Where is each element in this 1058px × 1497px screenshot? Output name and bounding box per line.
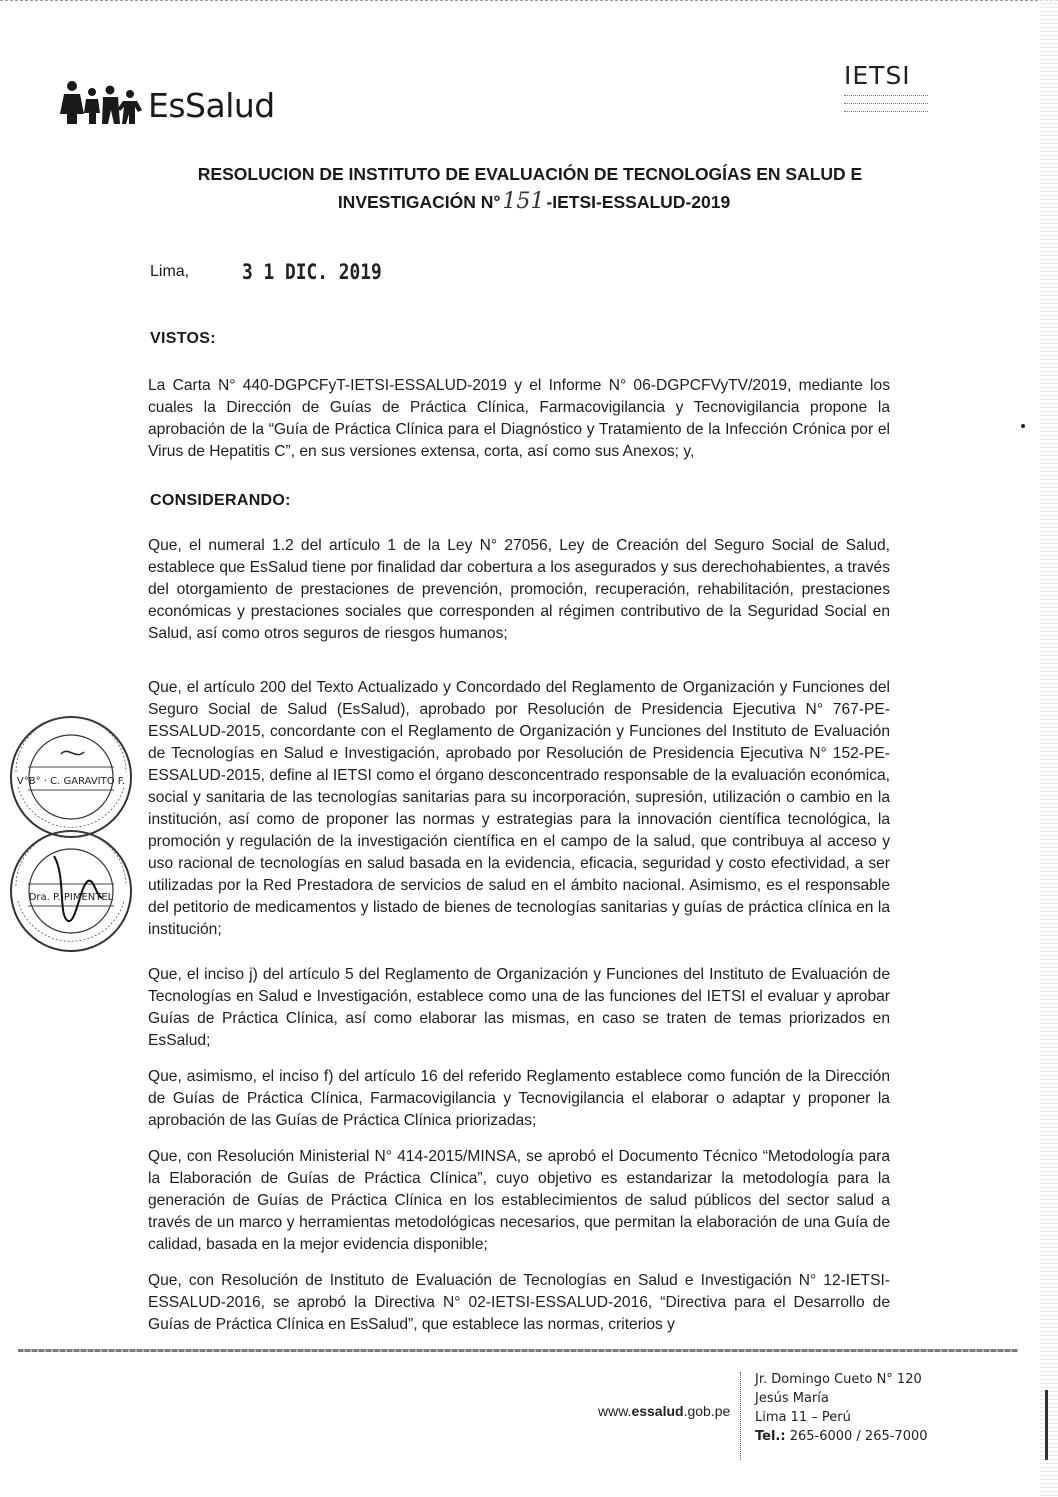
logo-wordmark: EsSalud	[148, 86, 275, 125]
essalud-logo	[58, 78, 275, 126]
address-line-2: Jesús María	[755, 1391, 829, 1406]
considerando-paragraph-6: Que, con Resolución de Instituto de Evaluación de Tecnologías en Salud e Investigación N° 12-IETSI-ESSALUD-2016, se aprobó la Directiva N° 02-IETSI-ESSALUD-2016, “Directiva para el Desarrollo de Guías de Práctica Clínica en EsSalud”, que establece las normas, criterios y	[148, 1272, 890, 1333]
address-phone	[755, 1427, 928, 1446]
ietsi-sub-lines	[844, 95, 928, 114]
scan-edge-right	[1040, 0, 1058, 1497]
phone-label: Tel.:	[755, 1429, 786, 1444]
date-stamp: 3 1 DIC. 2019	[242, 260, 382, 284]
vistos-heading: VISTOS:	[150, 330, 216, 347]
considerando-paragraph-1: Que, el numeral 1.2 del artículo 1 de la Ley N° 27056, Ley de Creación del Seguro Social de Salud, establece que EsSalud tiene por finalidad dar cobertura a los asegurados y sus derechohabientes, a través del otorgamiento de prestaciones de prevención, promoción, recuperación, rehabilitación, prestaciones económicas y prestaciones sociales que corresponden al régimen contributivo de la Seguridad Social en Salud, así como otros seguros de riesgos humanos;	[148, 537, 890, 642]
address-line-3: Lima 11 – Perú	[755, 1410, 851, 1425]
scan-speck	[1021, 424, 1025, 428]
ietsi-label: IETSI	[844, 61, 911, 90]
title-line-1: RESOLUCION DE INSTITUTO DE EVALUACIÓN DE TECNOLOGÍAS EN SALUD E	[197, 164, 863, 184]
signature-stroke	[54, 856, 102, 921]
considerando-paragraph-2: Que, el artículo 200 del Texto Actualizado y Concordado del Reglamento de Organización y Funciones del Seguro Social de Salud (EsSalud), aprobado por Resolución de Presidencia Ejecutiva N° 767-PE-ESSALUD-2015, concordante con el Reglamento de Organización y Funciones del Instituto de Evaluación de Tecnologías en Salud e Investigación, aprobado por Resolución de Presidencia Ejecutiva N° 152-PE-ESSALUD-2015, define al IETSI como el órgano desconcentrado responsable de la evaluación económica, social y sanitaria de las tecnologías sanitarias para su incorporación, supresión, utilización o cambio en la institución, así como de proponer las normas y estrategias para la innovación científica tecnológica, la promoción y regulación de la investigación científica en el campo de la salud, que contribuya al acceso y uso racional de tecnologías en salud basada en la evidencia, eficacia, seguridad y costo efectividad, a ser utilizadas por la Red Prestadora de servicios de salud en el ámbito nacional. Asimismo, es el responsable del petitorio de medicamentos y listado de bienes de tecnologías sanitarias y guías de práctica clínica en la institución;	[148, 679, 890, 938]
handwritten-number: 151	[502, 189, 545, 214]
considerando-heading: CONSIDERANDO:	[150, 492, 291, 509]
footer-separator	[740, 1372, 741, 1460]
scan-edge-top	[0, 0, 1058, 7]
ietsi-logo	[844, 62, 928, 119]
title-suffix: -IETSI-ESSALUD-2019	[546, 192, 731, 212]
website-suffix: .gob.pe	[683, 1403, 731, 1419]
approval-seal-2	[6, 826, 136, 956]
considerando-paragraph-5: Que, con Resolución Ministerial N° 414-2015/MINSA, se aprobó el Documento Técnico “Metodología para la Elaboración de Guías de Práctica Clínica”, cuyo objetivo es estandarizar la metodología para la generación de Guías de Práctica Clínica en los establecimientos de salud públicos del sector salud a través de un marco y herramientas metodológicas necesarios, que permitan la elaboración de una Guía de calidad, basada en la mejor evidencia disponible;	[148, 1148, 890, 1253]
considerando-paragraph-4: Que, asimismo, el inciso f) del artículo 16 del referido Reglamento establece como función de la Dirección de Guías de Práctica Clínica, Farmacovigilancia y Tecnovigilancia el elaborar o adaptar y proponer la aprobación de las Guías de Práctica Clínica priorizadas;	[148, 1068, 890, 1129]
title-prefix: INVESTIGACIÓN N°	[337, 192, 501, 212]
address-line-1: Jr. Domingo Cueto N° 120	[755, 1372, 922, 1387]
phone-value: 265-6000 / 265-7000	[785, 1429, 928, 1444]
considerando-paragraph-3: Que, el inciso j) del artículo 5 del Reglamento de Organización y Funciones del Instituto de Evaluación de Tecnologías en Salud e Investigación, establece como una de las funciones del IETSI el evaluar y aprobar Guías de Práctica Clínica, así como elaborar las mismas, en caso se traten de temas priorizados en EsSalud;	[148, 966, 890, 1049]
approval-seal-1	[6, 712, 136, 842]
date-place: Lima,	[150, 263, 190, 280]
resolution-title	[150, 160, 910, 216]
website-prefix: www.	[598, 1403, 632, 1419]
footer-divider	[18, 1349, 1018, 1352]
seal-1-text: V°B° · C. GARAVITO F.	[16, 776, 126, 787]
family-figures-icon	[58, 80, 148, 126]
title-line-2	[150, 188, 910, 216]
footer-website[interactable]	[598, 1403, 730, 1419]
footer-address	[755, 1370, 928, 1446]
vistos-paragraph: La Carta N° 440-DGPCFyT-IETSI-ESSALUD-2019 y el Informe N° 06-DGPCFVyTV/2019, mediante los cuales la Dirección de Guías de Práctica Clínica, Farmacovigilancia y Tecnovigilancia propone la aprobación de la “Guía de Práctica Clínica para el Diagnóstico y Tratamiento de la Infección Crónica por el Virus de Hepatitis C”, en sus versiones extensa, corta, así como sus Anexos; y,	[148, 377, 890, 460]
website-domain: essalud	[631, 1403, 684, 1419]
scan-mark	[1045, 1390, 1048, 1460]
seal-2-text: Dra. P. PIMENTEL	[28, 892, 114, 903]
